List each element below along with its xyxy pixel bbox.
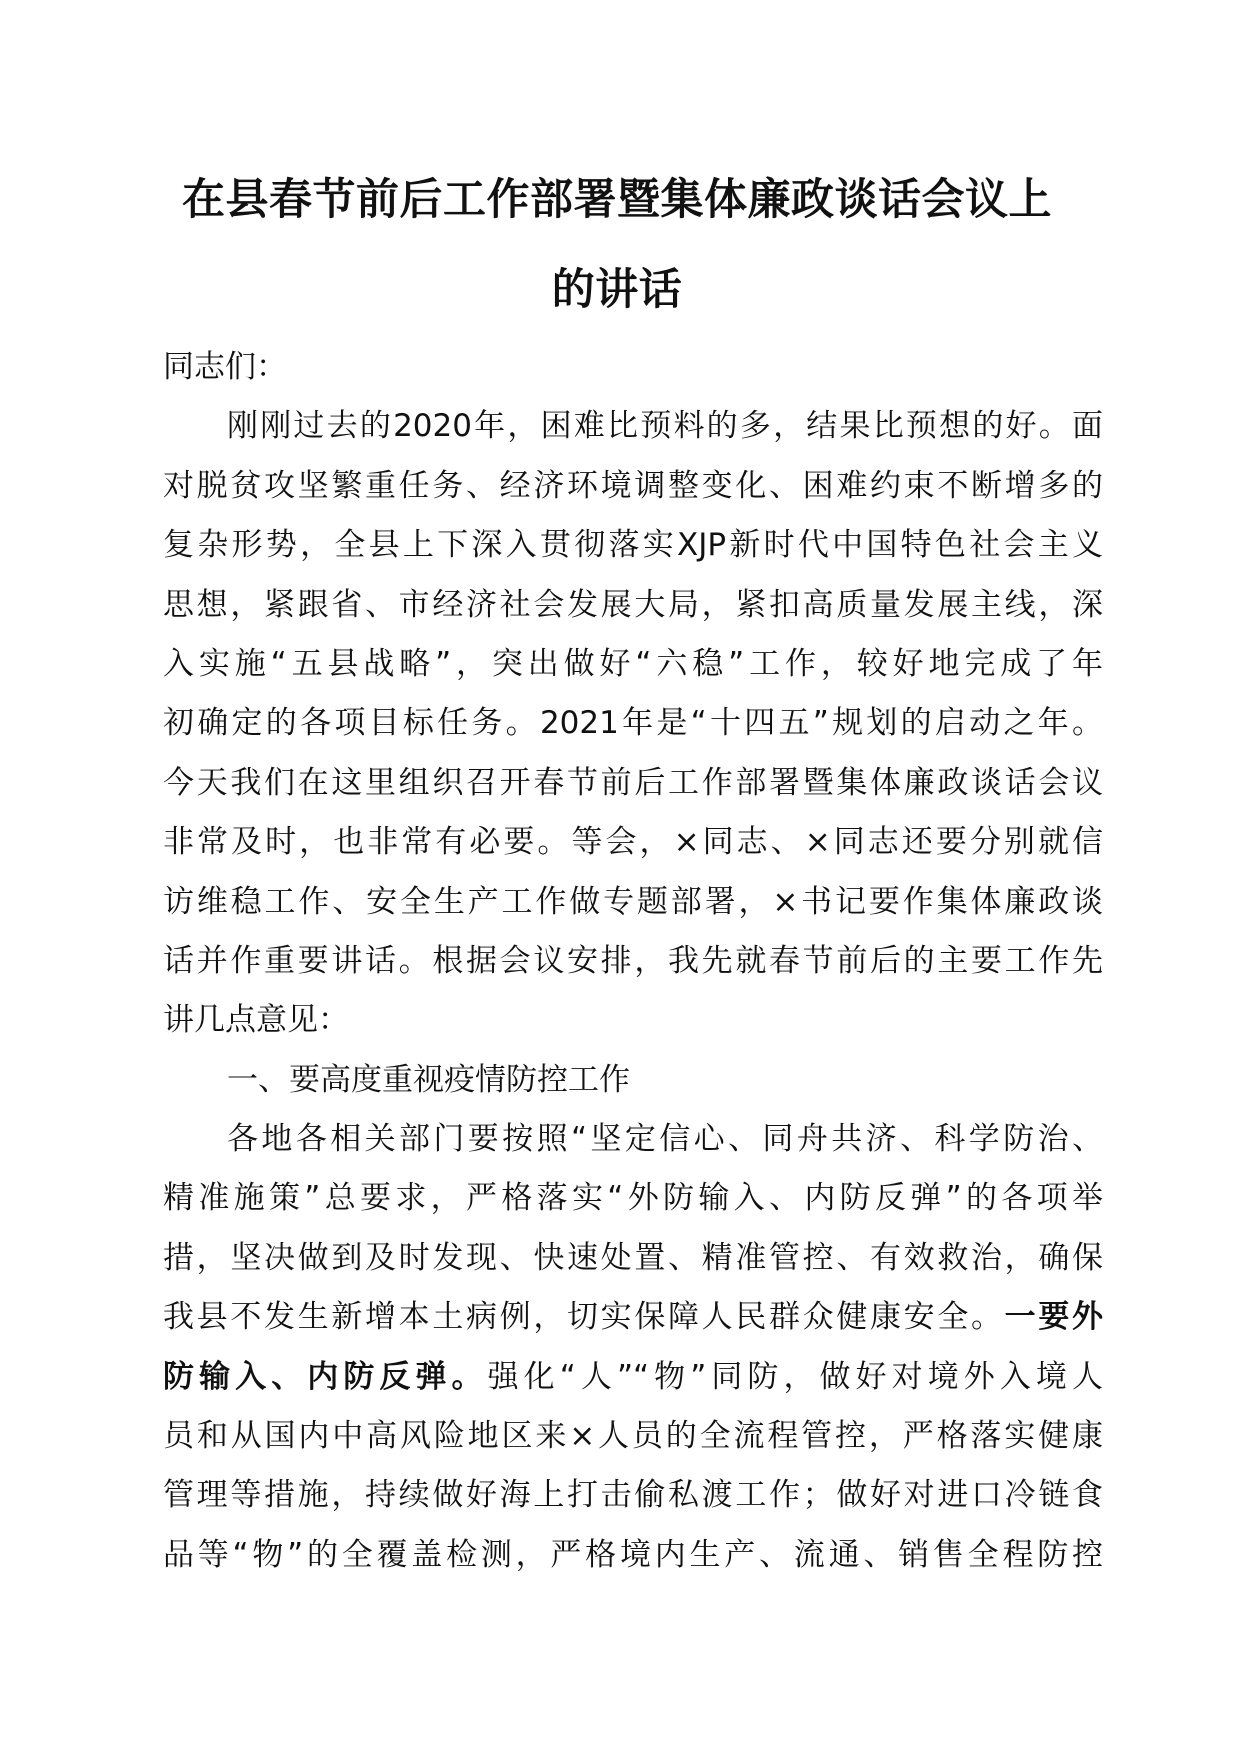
paragraph-line: 品等“物”的全覆盖检测，严格境内生产、流通、销售全程防控: [163, 1536, 1103, 1573]
salutation: 同志们：: [163, 349, 287, 385]
section-heading: 一、要高度重视疫情防控工作: [227, 1061, 630, 1098]
paragraph-line: 访维稳工作、安全生产工作做专题部署，×书记要作集体廉政谈: [163, 883, 1103, 920]
bold-emphasis: 防输入、内防反弹。: [163, 1358, 488, 1395]
paragraph-line: [163, 1348, 1103, 1407]
paragraph-line: 员和从国内中高风险地区来×人员的全流程管控，严格落实健康: [163, 1418, 1103, 1455]
document-title-line-1: 在县春节前后工作部署暨集体廉政谈话会议上: [182, 175, 1052, 225]
paragraph-line: 话并作重要讲话。根据会议安排，我先就春节前后的主要工作先: [163, 942, 1103, 979]
paragraph-line: 管理等措施，持续做好海上打击偷私渡工作；做好对进口冷链食: [163, 1477, 1103, 1514]
paragraph-line: 初确定的各项目标任务。2021年是“十四五”规划的启动之年。: [163, 705, 1103, 742]
paragraph-line: [163, 1288, 1103, 1347]
paragraph-line: 对脱贫攻坚繁重任务、经济环境调整变化、困难约束不断增多的: [163, 467, 1103, 504]
paragraph-line: 思想，紧跟省、市经济社会发展大局，紧扣高质量发展主线，深: [163, 586, 1103, 623]
paragraph-line: 精准施策”总要求，严格落实“外防输入、内防反弹”的各项举: [163, 1180, 1103, 1217]
paragraph-line: 各地各相关部门要按照“坚定信心、同舟共济、科学防治、: [227, 1121, 1103, 1158]
paragraph-line: 措，坚决做到及时发现、快速处置、精准管控、有效救治，确保: [163, 1239, 1103, 1276]
paragraph-text: 我县不发生新增本土病例，切实保障人民群众健康安全。: [163, 1299, 1005, 1336]
paragraph-line: 刚刚过去的2020年，困难比预料的多，结果比预想的好。面: [227, 408, 1103, 445]
paragraph-line: 复杂形势，全县上下深入贯彻落实XJP新时代中国特色社会主义: [163, 527, 1103, 564]
paragraph-text: 强化“人”“物”同防，做好对境外入境人: [487, 1358, 1103, 1395]
paragraph-line: 入实施“五县战略”，突出做好“六稳”工作，较好地完成了年: [163, 645, 1103, 682]
paragraph-line: 今天我们在这里组织召开春节前后工作部署暨集体廉政谈话会议: [163, 764, 1103, 801]
bold-emphasis: 一要外: [1004, 1299, 1104, 1336]
paragraph-line: 讲几点意见：: [163, 1002, 349, 1039]
document-title-line-2: 的讲话: [551, 265, 683, 315]
document-body: [163, 338, 1103, 1585]
paragraph-line: 非常及时，也非常有必要。等会，×同志、×同志还要分别就信: [163, 824, 1103, 861]
